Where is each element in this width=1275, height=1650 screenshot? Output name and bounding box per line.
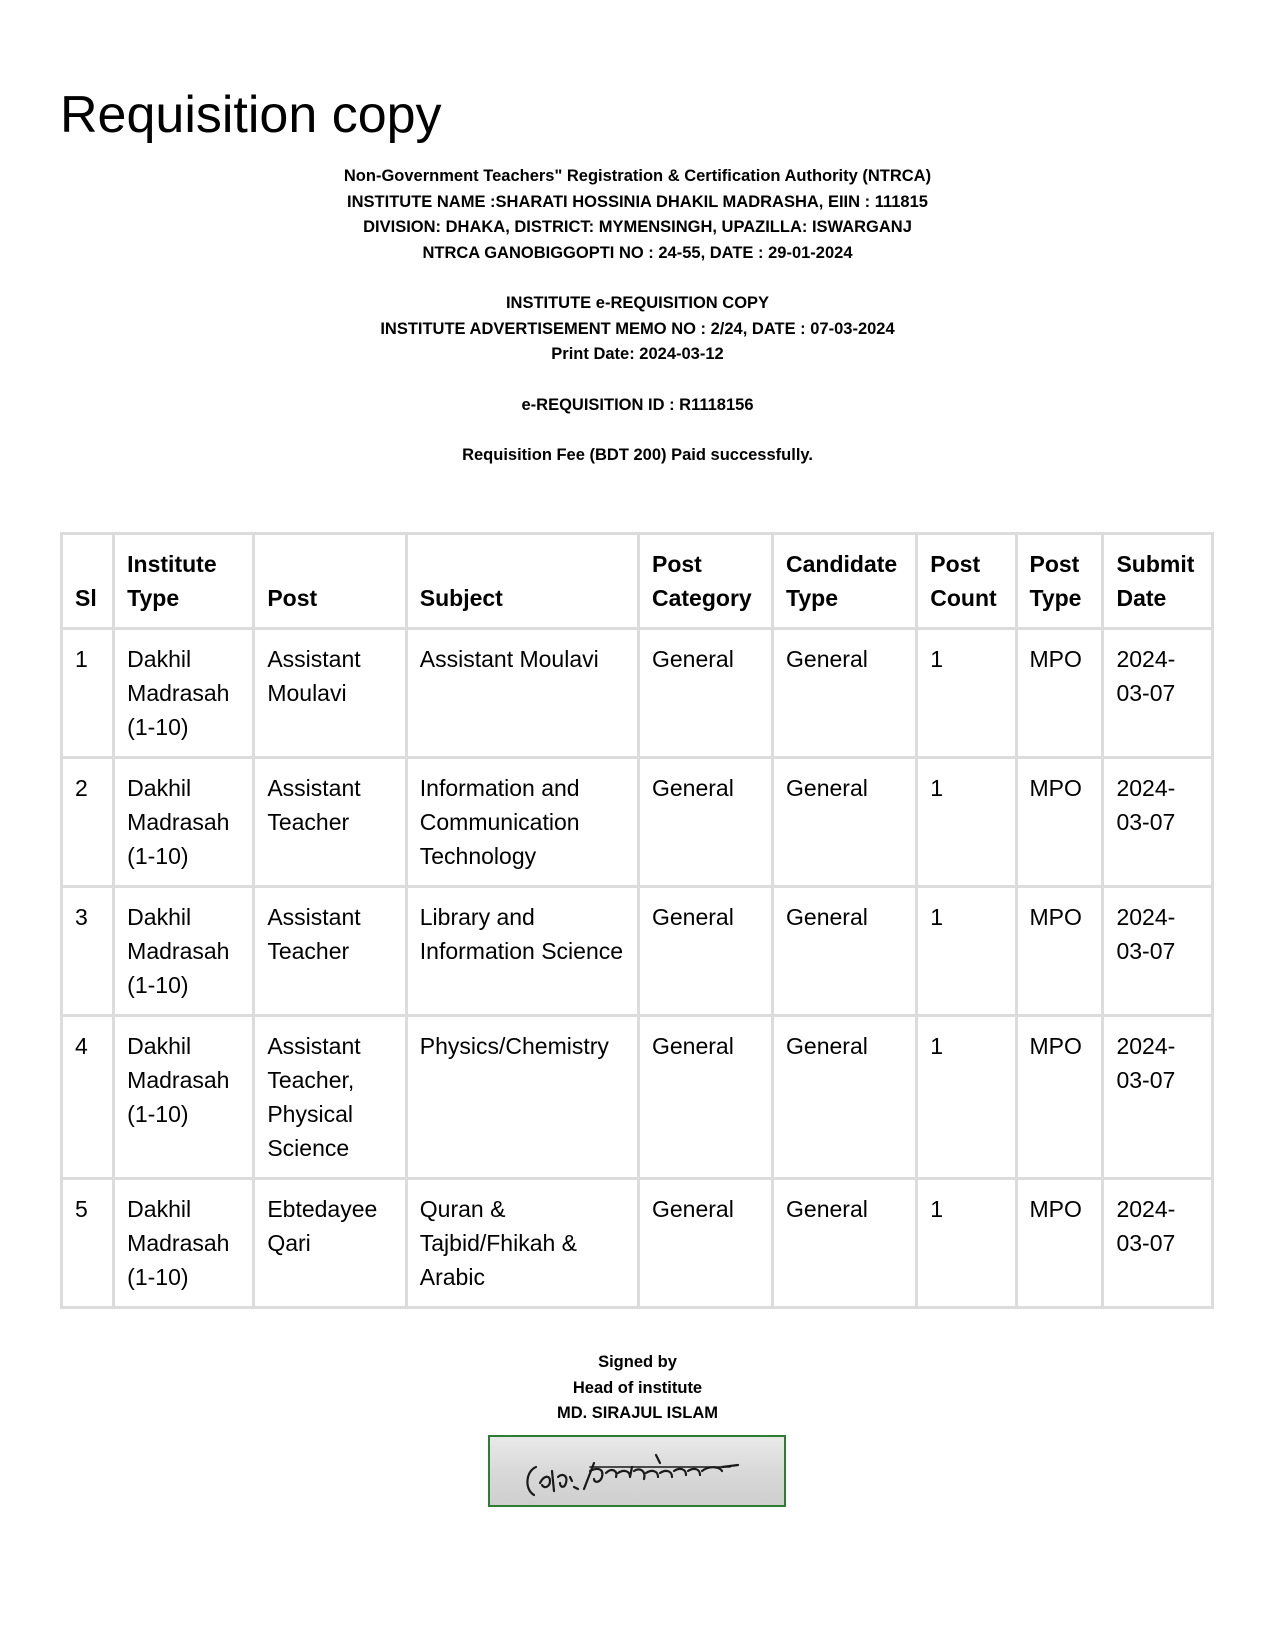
copy-title: INSTITUTE e-REQUISITION COPY <box>505 294 770 312</box>
cell-post-type: MPO <box>1016 758 1103 887</box>
spacer <box>0 418 1275 443</box>
cell-post-category: General <box>639 629 773 758</box>
requisition-table <box>60 532 1214 1309</box>
cell-post-category: General <box>639 758 773 887</box>
cell-post: Ebtedayee Qari <box>254 1179 406 1308</box>
authority-name: Non-Government Teachers" Registration & Certification Authority (NTRCA) <box>343 167 932 185</box>
signature-block <box>0 1350 1275 1427</box>
cell-post-category: General <box>639 1179 773 1308</box>
cell-post-count: 1 <box>917 758 1016 887</box>
cell-post-type: MPO <box>1016 629 1103 758</box>
cell-post: Assistant Teacher, Physical Science <box>254 1016 406 1179</box>
cell-post-count: 1 <box>917 1179 1016 1308</box>
cell-sl: 5 <box>62 1179 114 1308</box>
table-row <box>62 758 1213 887</box>
institute-location: DIVISION: DHAKA, DISTRICT: MYMENSINGH, UPAZILLA: ISWARGANJ <box>363 218 912 236</box>
table-row <box>62 629 1213 758</box>
ganobiggopti-info: NTRCA GANOBIGGOPTI NO : 24-55, DATE : 29-01-2024 <box>422 243 853 262</box>
fee-status: Requisition Fee (BDT 200) Paid successfully. <box>462 446 813 464</box>
cell-candidate-type: General <box>773 629 917 758</box>
column-header-post-count: Post Count <box>917 534 1016 629</box>
cell-post-type: MPO <box>1016 887 1103 1016</box>
cell-sl: 1 <box>62 629 114 758</box>
cell-candidate-type: General <box>773 1016 917 1179</box>
table-row <box>62 887 1213 1016</box>
cell-subject: Assistant Moulavi <box>406 629 638 758</box>
cell-submit-date: 2024-03-07 <box>1103 887 1213 1016</box>
requisition-id: e-REQUISITION ID : R1118156 <box>521 395 754 414</box>
cell-subject: Quran & Tajbid/Fhikah & Arabic <box>406 1179 638 1308</box>
cell-post: Assistant Teacher <box>254 758 406 887</box>
spacer <box>0 368 1275 393</box>
cell-post-count: 1 <box>917 629 1016 758</box>
signature-image <box>488 1435 786 1507</box>
cell-post: Assistant Teacher <box>254 887 406 1016</box>
advertisement-memo: INSTITUTE ADVERTISEMENT MEMO NO : 2/24, DATE : 07-03-2024 <box>380 319 895 338</box>
cell-submit-date: 2024-03-07 <box>1103 1179 1213 1308</box>
cell-post: Assistant Moulavi <box>254 629 406 758</box>
spacer <box>0 266 1275 291</box>
cell-post-count: 1 <box>917 887 1016 1016</box>
cell-post-type: MPO <box>1016 1016 1103 1179</box>
column-header-post-type: Post Type <box>1016 534 1103 629</box>
cell-institute-type: Dakhil Madrasah (1-10) <box>114 629 254 758</box>
signed-by-label: Signed by <box>598 1353 677 1371</box>
cell-candidate-type: General <box>773 1179 917 1308</box>
cell-submit-date: 2024-03-07 <box>1103 629 1213 758</box>
cell-subject: Library and Information Science <box>406 887 638 1016</box>
column-header-submit-date: Submit Date <box>1103 534 1213 629</box>
cell-post-category: General <box>639 1016 773 1179</box>
page-title: Requisition copy <box>60 86 442 144</box>
signer-name: MD. SIRAJUL ISLAM <box>556 1404 719 1422</box>
column-header-sl: Sl <box>62 534 114 629</box>
print-date: Print Date: 2024-03-12 <box>551 345 724 363</box>
handwritten-signature-icon <box>490 1437 784 1505</box>
signer-role: Head of institute <box>572 1378 703 1397</box>
cell-institute-type: Dakhil Madrasah (1-10) <box>114 1016 254 1179</box>
cell-candidate-type: General <box>773 887 917 1016</box>
institute-name: INSTITUTE NAME :SHARATI HOSSINIA DHAKIL MADRASHA, EIIN : 111815 <box>347 192 928 211</box>
cell-candidate-type: General <box>773 758 917 887</box>
cell-submit-date: 2024-03-07 <box>1103 1016 1213 1179</box>
cell-sl: 4 <box>62 1016 114 1179</box>
table-row <box>62 1016 1213 1179</box>
cell-institute-type: Dakhil Madrasah (1-10) <box>114 1179 254 1308</box>
column-header-subject: Subject <box>406 534 638 629</box>
cell-institute-type: Dakhil Madrasah (1-10) <box>114 887 254 1016</box>
cell-post-category: General <box>639 887 773 1016</box>
cell-subject: Physics/Chemistry <box>406 1016 638 1179</box>
cell-post-type: MPO <box>1016 1179 1103 1308</box>
column-header-candidate-type: Candidate Type <box>773 534 917 629</box>
column-header-post: Post <box>254 534 406 629</box>
column-header-post-category: Post Category <box>639 534 773 629</box>
cell-submit-date: 2024-03-07 <box>1103 758 1213 887</box>
document-header <box>0 164 1275 469</box>
cell-sl: 2 <box>62 758 114 887</box>
cell-institute-type: Dakhil Madrasah (1-10) <box>114 758 254 887</box>
column-header-institute-type: Institute Type <box>114 534 254 629</box>
cell-post-count: 1 <box>917 1016 1016 1179</box>
table-header-row <box>62 534 1213 629</box>
table-row <box>62 1179 1213 1308</box>
cell-subject: Information and Communication Technology <box>406 758 638 887</box>
cell-sl: 3 <box>62 887 114 1016</box>
